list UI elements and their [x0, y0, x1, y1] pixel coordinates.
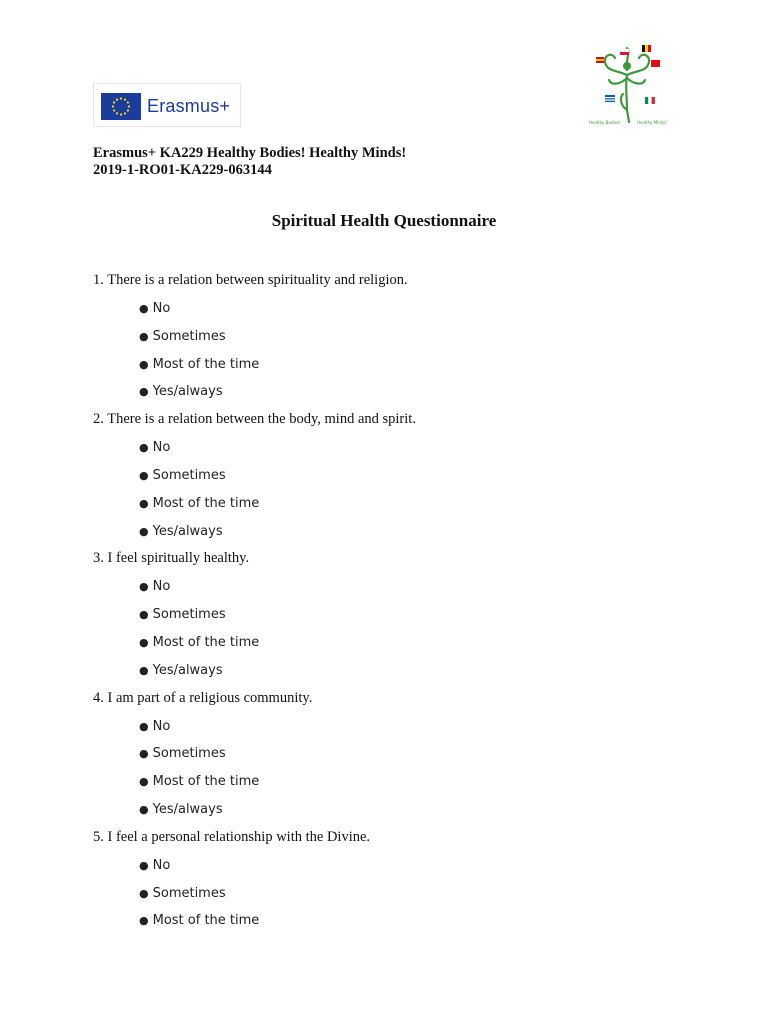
answer-option	[139, 384, 223, 399]
answer-option-label: Sometimes	[152, 468, 226, 483]
bullet-icon: ●	[139, 608, 149, 622]
bullet-icon: ●	[139, 803, 149, 816]
answer-option	[139, 663, 223, 678]
answer-option-label: No	[152, 440, 171, 456]
bullet-icon: ●	[139, 385, 149, 399]
erasmus-logo-text: Erasmus+	[147, 96, 231, 116]
answer-option	[139, 579, 170, 594]
bullet-icon: ●	[139, 636, 149, 649]
tree-logo-left-label: Healthy Bodies!	[589, 120, 621, 125]
answer-option-label: Most of the time	[152, 356, 260, 372]
answer-option-label: Most of the time	[152, 774, 260, 790]
answer-option-label: Yes/always	[152, 662, 223, 678]
answer-option	[139, 913, 259, 928]
bullet-icon: ●	[139, 302, 149, 315]
bullet-icon: ●	[139, 469, 149, 482]
answer-option-label: Sometimes	[152, 746, 226, 762]
answer-option-label: Yes/always	[152, 802, 223, 817]
question-2: 2. There is a relation between the body, mind and spirit.	[93, 411, 416, 428]
answer-option	[139, 607, 226, 622]
bullet-icon: ●	[139, 775, 149, 789]
answer-option-label: No	[152, 301, 171, 316]
answer-option	[139, 496, 259, 511]
tree-logo-right-label: Healthy Minds!	[637, 120, 668, 125]
page-title: Spiritual Health Questionnaire	[271, 211, 497, 230]
answer-option	[139, 774, 259, 789]
bullet-icon: ●	[139, 914, 149, 928]
answer-option	[139, 524, 223, 539]
question-1: 1. There is a relation between spirituality and religion.	[93, 272, 408, 288]
bullet-icon: ●	[139, 663, 149, 677]
bullet-icon: ●	[139, 886, 149, 900]
answer-option-label: No	[152, 718, 171, 734]
answer-option-label: Most of the time	[152, 635, 260, 650]
bullet-icon: ●	[139, 357, 149, 371]
bullet-icon: ●	[139, 580, 149, 594]
answer-option	[139, 886, 226, 901]
answer-option	[139, 301, 170, 316]
bullet-icon: ●	[139, 747, 149, 761]
answer-option-label: Yes/always	[152, 384, 223, 400]
question-3: 3. I feel spiritually healthy.	[93, 550, 250, 567]
answer-option-label: Sometimes	[152, 328, 226, 344]
eu-flag-icon	[101, 93, 141, 120]
answer-option	[139, 746, 226, 761]
bullet-icon: ●	[139, 441, 149, 455]
answer-option-label: Sometimes	[152, 885, 226, 901]
erasmus-plus-logo	[93, 83, 241, 127]
answer-option	[139, 329, 226, 344]
answer-option	[139, 719, 170, 734]
project-code: 2019-1-RO01-KA229-063144	[93, 162, 272, 178]
answer-option-label: No	[152, 857, 171, 873]
answer-option	[139, 357, 259, 372]
bullet-icon: ●	[139, 524, 149, 538]
answer-option	[139, 468, 226, 483]
answer-option	[139, 858, 170, 873]
bullet-icon: ●	[139, 719, 149, 733]
bullet-icon: ●	[139, 496, 149, 510]
answer-option-label: Sometimes	[152, 607, 226, 623]
answer-option-label: Most of the time	[152, 913, 260, 929]
question-4: 4. I am part of a religious community.	[93, 689, 313, 706]
answer-option	[139, 440, 170, 455]
answer-option	[139, 635, 259, 650]
healthy-bodies-tree-logo	[585, 40, 669, 128]
answer-option-label: Most of the time	[152, 495, 260, 511]
bullet-icon: ●	[139, 329, 149, 343]
project-info	[93, 145, 406, 179]
question-5: 5. I feel a personal relationship with the Divine.	[93, 828, 371, 845]
answer-option-label: No	[152, 579, 171, 595]
answer-option	[139, 802, 223, 817]
bullet-icon: ●	[139, 858, 149, 872]
answer-option-label: Yes/always	[152, 523, 223, 539]
project-title: Erasmus+ KA229 Healthy Bodies! Healthy Minds!	[93, 145, 407, 161]
